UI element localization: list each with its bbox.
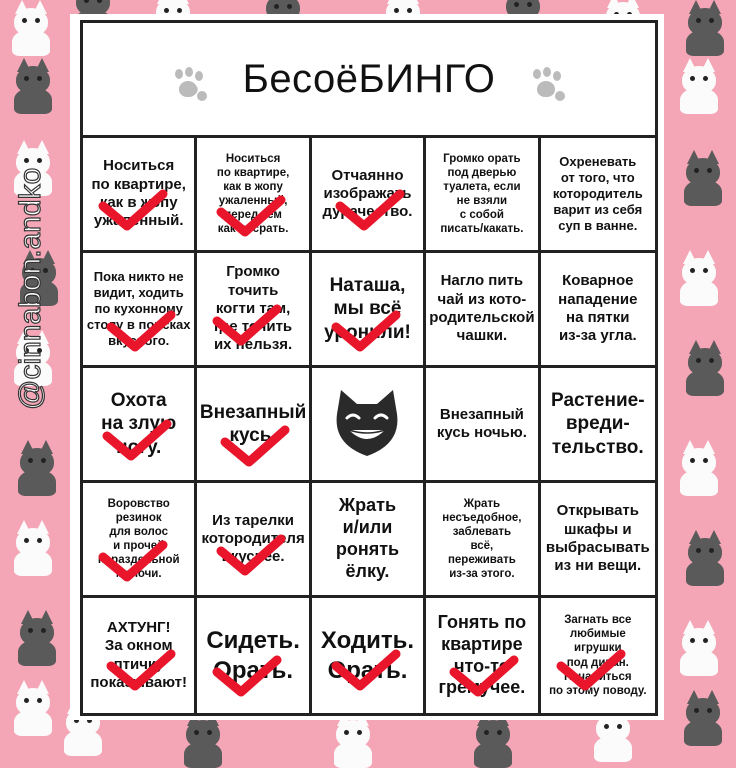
bingo-cell[interactable] xyxy=(426,253,540,368)
cell-text: Жрать и/или ронять ёлку. xyxy=(335,495,400,581)
cat-silhouette-icon xyxy=(682,530,728,586)
watermark: @cinnabon.andko xyxy=(14,167,47,410)
paw-print-icon xyxy=(171,67,211,107)
bingo-cell[interactable] xyxy=(426,598,540,713)
bingo-cell[interactable] xyxy=(312,483,426,598)
bingo-cell[interactable] xyxy=(197,138,311,253)
cat-silhouette-icon xyxy=(10,520,56,576)
cat-silhouette-icon xyxy=(14,610,60,666)
cat-silhouette-icon xyxy=(676,58,722,114)
cell-text: Ходить. Орать. xyxy=(320,627,415,684)
bingo-cell[interactable] xyxy=(197,598,311,713)
bingo-cell[interactable] xyxy=(83,483,197,598)
cell-text: Из тарелки котородителя вкуснее. xyxy=(201,511,305,566)
cell-text: Открывать шкафы и выбрасывать из ни вещи. xyxy=(545,502,650,575)
cell-text: Носиться по квартире, как в жопу ужаленный, перед тем как посрать. xyxy=(216,152,290,236)
bingo-cell[interactable] xyxy=(426,138,540,253)
cell-text: Нагло пить чай из кото- родительской чашки. xyxy=(429,272,535,345)
cat-silhouette-icon xyxy=(10,58,56,114)
cell-text: АХТУНГ! За окном птичку показывают! xyxy=(90,618,188,691)
cell-text: Пока никто не видит, ходить по кухонному столу в поисках вкусного. xyxy=(86,269,191,348)
cell-text: Сидеть. Орать. xyxy=(206,627,300,684)
cell-text: Громко орать под дверью туалета, если не взяли с собой писать/какать. xyxy=(440,152,524,236)
bingo-cell[interactable] xyxy=(197,253,311,368)
bingo-cell[interactable] xyxy=(83,138,197,253)
cell-text: Загнать все любимые игрушки под диван. Печалиться по этому поводу. xyxy=(549,614,647,697)
cell-text: Носиться по квартире, как в жопу ужаленный. xyxy=(91,157,186,230)
cat-silhouette-icon xyxy=(10,680,56,736)
cat-silhouette-icon xyxy=(470,712,516,768)
cell-text: Коварное нападение на пятки из-за угла. xyxy=(558,272,638,345)
cat-silhouette-icon xyxy=(676,250,722,306)
title-bar xyxy=(83,23,655,138)
bingo-cell[interactable] xyxy=(541,368,655,483)
bingo-cell[interactable] xyxy=(83,598,197,713)
cat-silhouette-icon xyxy=(180,712,226,768)
bingo-cell[interactable] xyxy=(312,138,426,253)
bingo-cell[interactable] xyxy=(197,368,311,483)
cat-silhouette-icon xyxy=(680,150,726,206)
bingo-cell[interactable] xyxy=(83,253,197,368)
bingo-cell[interactable] xyxy=(541,483,655,598)
grinning-cat-face-icon xyxy=(327,384,407,464)
cat-silhouette-icon xyxy=(676,620,722,676)
paw-print-icon xyxy=(529,67,569,107)
cat-silhouette-icon xyxy=(676,440,722,496)
cell-text: Охота на злую ногу. xyxy=(101,390,177,458)
bingo-title: БесоёБИНГО xyxy=(242,56,496,101)
cat-silhouette-icon xyxy=(682,0,728,56)
bingo-cell[interactable] xyxy=(541,253,655,368)
bingo-cell[interactable] xyxy=(312,253,426,368)
cell-text: Отчаянно изображать дурачество. xyxy=(322,166,413,221)
bingo-board xyxy=(80,20,658,716)
cat-silhouette-icon xyxy=(680,690,726,746)
cell-text: Воровство резинок для волос и прочей нераздельной мелочи. xyxy=(97,497,180,581)
bingo-cell[interactable] xyxy=(426,368,540,483)
bingo-grid xyxy=(83,138,655,713)
cell-text: Растение- вреди- тельство. xyxy=(551,390,645,458)
cat-silhouette-icon xyxy=(330,712,376,768)
cell-text: Наташа, мы всё уронили! xyxy=(324,275,411,343)
cat-silhouette-icon xyxy=(8,0,54,56)
cell-text: Охреневать от того, что котородитель варит из себя суп в ванне. xyxy=(552,154,643,233)
bingo-cell[interactable] xyxy=(83,368,197,483)
cat-silhouette-icon xyxy=(682,340,728,396)
bingo-cell[interactable] xyxy=(312,598,426,713)
cell-text: Гонять по квартире что-то гремучее. xyxy=(437,611,527,698)
bingo-cell[interactable] xyxy=(541,598,655,713)
bingo-cell[interactable] xyxy=(426,483,540,598)
cell-text: Громко точить когти там, где точить их нельзя. xyxy=(213,263,293,354)
cell-text: Жрать несъедобное, заблевать всё, переживать из-за этого. xyxy=(442,497,522,581)
cat-silhouette-icon xyxy=(14,440,60,496)
bingo-cell[interactable] xyxy=(541,138,655,253)
cell-text: Внезапный кусь ночью. xyxy=(436,405,527,441)
bingo-cell[interactable] xyxy=(197,483,311,598)
bingo-cell-free[interactable] xyxy=(312,368,426,483)
cell-text: Внезапный кусь. xyxy=(199,401,307,446)
